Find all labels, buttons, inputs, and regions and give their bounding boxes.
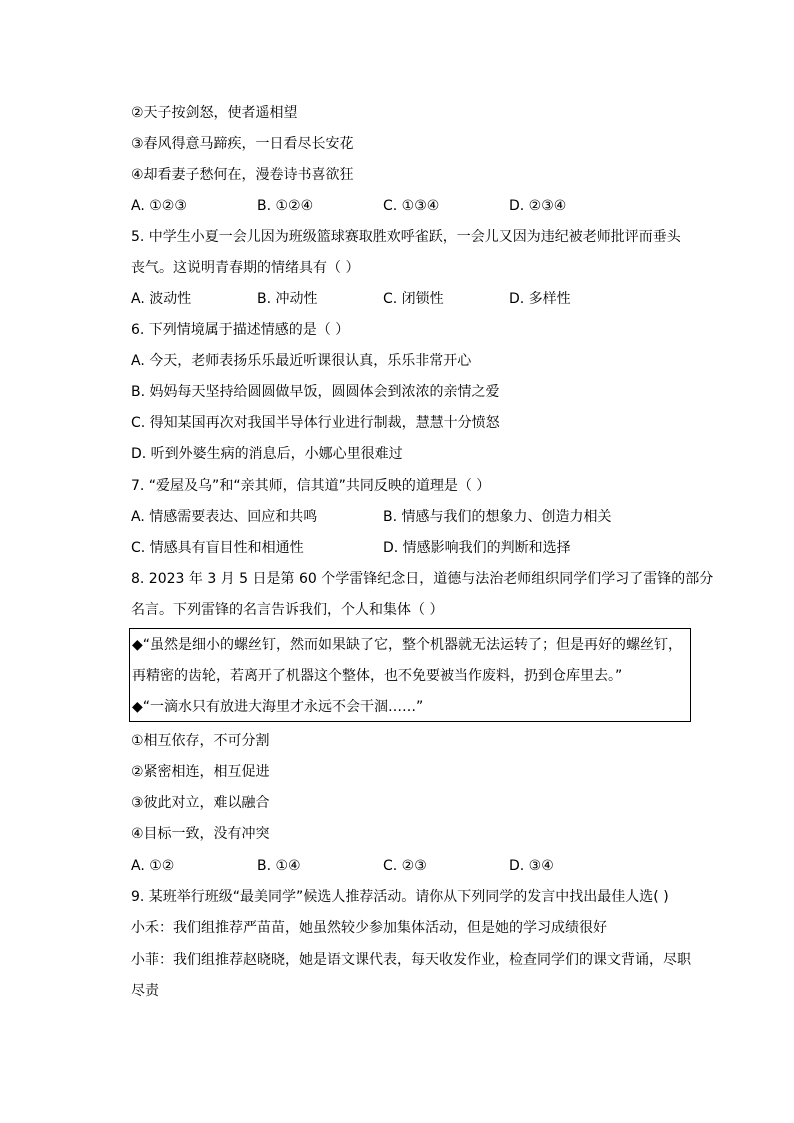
q6-option-b: B. 妈妈每天坚持给圆圆做早饭，圆圆体会到浓浓的亲情之爱 [131,384,500,400]
q8-quote1-line2: 再精密的齿轮，若离开了机器这个整体，也不免要被当作废料，扔到仓库里去。” [132,668,623,684]
q7-stem: 7. “爱屋及乌”和“亲其师，信其道”共同反映的道理是（ ） [131,478,491,494]
q9-statement-xiaofei-line2: 尽责 [131,983,159,999]
q8-stem-line2: 名言。下列雷锋的名言告诉我们，个人和集体（ ） [131,602,444,618]
q4-option-c: C. ①③④ [383,198,440,214]
q4-item-3: ③春风得意马蹄疾，一日看尽长安花 [131,136,354,152]
q8-item-2: ②紧密相连，相互促进 [131,764,270,780]
q6-option-c: C. 得知某国再次对我国半导体行业进行制裁，慧慧十分愤怒 [131,415,500,431]
q8-option-d: D. ③④ [509,858,554,874]
q5-stem-line1: 5. 中学生小夏一会儿因为班级篮球赛取胜欢呼雀跃，一会儿又因为违纪被老师批评而垂头 [131,229,681,245]
q9-stem: 9. 某班举行班级“最美同学”候选人推荐活动。请你从下列同学的发言中找出最佳人选( ) [131,889,669,905]
q7-option-b: B. 情感与我们的想象力、创造力相关 [383,509,612,525]
q7-option-d: D. 情感影响我们的判断和选择 [383,540,571,556]
q4-option-a: A. ①②③ [131,198,187,214]
q8-quote2: ◆“一滴水只有放进大海里才永远不会干涸……” [132,699,424,715]
q4-option-b: B. ①②④ [257,198,314,214]
q8-option-b: B. ①④ [257,858,301,874]
q7-option-a: A. 情感需要表达、回应和共鸣 [131,509,318,525]
q8-item-1: ①相互依存，不可分割 [131,733,270,749]
q9-statement-xiaofei-line1: 小菲：我们组推荐赵晓晓，她是语文课代表，每天收发作业，检查同学们的课文背诵，尽职 [131,952,691,968]
q5-option-b: B. 冲动性 [257,291,318,307]
q8-stem-line1: 8. 2023 年 3 月 5 日是第 60 个学雷锋纪念日，道德与法治老师组织同学们学习了雷锋的部分 [131,571,714,587]
q4-item-2: ②天子按剑怒，使者遥相望 [131,105,298,121]
q6-option-d: D. 听到外婆生病的消息后，小娜心里很难过 [131,446,403,462]
q6-stem: 6. 下列情境属于描述情感的是（ ） [131,322,350,338]
q5-option-d: D. 多样性 [509,291,571,307]
q7-option-c: C. 情感具有盲目性和相通性 [131,540,304,556]
q4-item-4: ④却看妻子愁何在，漫卷诗书喜欲狂 [131,167,354,183]
q8-option-c: C. ②③ [383,858,427,874]
q6-option-a: A. 今天，老师表扬乐乐最近听课很认真，乐乐非常开心 [131,353,472,369]
q8-quote-box [129,628,691,722]
q5-option-c: C. 闭锁性 [383,291,444,307]
q8-option-a: A. ①② [131,858,175,874]
q8-item-3: ③彼此对立，难以融合 [131,795,270,811]
q8-quote1-line1: ◆“虽然是细小的螺丝钉，然而如果缺了它，整个机器就无法运转了；但是再好的螺丝钉， [132,637,683,653]
q5-stem-line2: 丧气。这说明青春期的情绪具有（ ） [131,260,360,276]
q9-statement-xiaohe: 小禾：我们组推荐严苗苗，她虽然较少参加集体活动，但是她的学习成绩很好 [131,920,607,936]
q5-option-a: A. 波动性 [131,291,192,307]
q8-item-4: ④目标一致，没有冲突 [131,826,270,842]
q4-option-d: D. ②③④ [509,198,567,214]
